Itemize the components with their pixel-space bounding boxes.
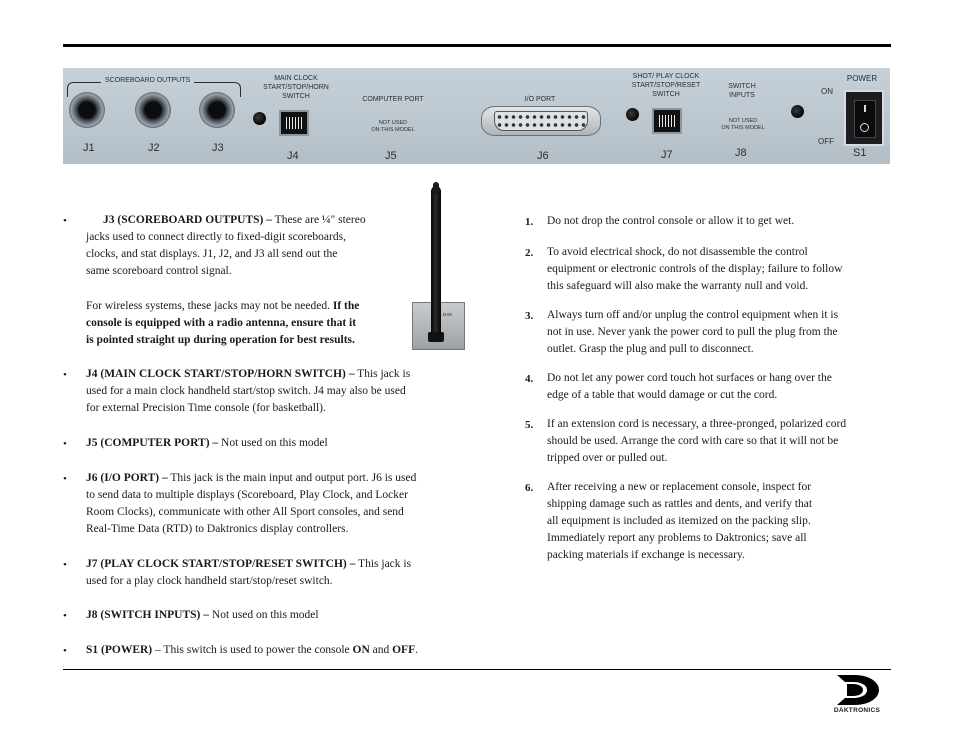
- list-item: If an extension cord is necessary, a three-pronged, polarized cord should be used. Arrange the cord with care so that it will not be tripped over or pulled out.: [547, 418, 847, 464]
- list-number: 4.: [525, 373, 534, 385]
- bullet: •: [63, 369, 67, 381]
- label-shot-play-clock: SHOT/ PLAY CLOCK START/STOP/RESET SWITCH: [631, 73, 701, 98]
- label-switch-inputs: SWITCH INPUTS: [728, 83, 756, 99]
- item-j6: J6 (I/O PORT) – This jack is the main input and output port. J6 is used to send data to multiple displays (Scoreboard, Play Clock, and Locker Room Clocks), communicate with other All Sport consoles, and send Real-Time Data (RTD) to Daktronics display controllers.: [86, 472, 417, 535]
- bullet: •: [63, 473, 67, 485]
- jack-j7: [652, 108, 682, 134]
- list-number: 3.: [525, 310, 534, 322]
- item-j5: J5 (COMPUTER PORT) – Not used on this model: [86, 437, 328, 449]
- radio-antenna: [431, 186, 441, 336]
- jack-j2: [135, 92, 171, 128]
- io-port-connector: [481, 106, 601, 136]
- label-s1: S1: [853, 147, 867, 159]
- item-j3-first-line: J3 (SCOREBOARD OUTPUTS) – These are ¼" stereo: [103, 214, 366, 226]
- label-j4: J4: [287, 150, 299, 162]
- label-j1: J1: [83, 142, 95, 154]
- list-item: After receiving a new or replacement console, inspect for shipping damage such as rattles and dents, and verify that all equipment is included as itemized on the packing slip. Immediately report any problems to Daktronics; save all packing materials if exchange is necessary.: [547, 481, 813, 561]
- list-item: Always turn off and/or unplug the control equipment when it is not in use. Never yank the power cord to pull the plug from the outlet. Grasp the plug and pull to disconnect.: [547, 309, 839, 355]
- list-number: 5.: [525, 419, 534, 431]
- list-item: Do not let any power cord touch hot surfaces or hang over the edge of a table that would damage or cut the cord.: [547, 372, 832, 401]
- daktronics-d-icon: [835, 674, 881, 706]
- label-io-port: I/O PORT: [524, 96, 556, 103]
- label-computer-port: COMPUTER PORT: [362, 96, 424, 103]
- bullet: •: [63, 645, 67, 657]
- jack-j4: [279, 110, 309, 136]
- label-j2: J2: [148, 142, 160, 154]
- bullet: •: [63, 610, 67, 622]
- item-j3-body: jacks used to connect directly to fixed-digit scoreboards, clocks, and stat displays. J1, J2, and J3 all send out the same scoreboard control signal.: [86, 231, 346, 277]
- item-j4: J4 (MAIN CLOCK START/STOP/HORN SWITCH) – This jack is used for a main clock handheld start/stop switch. J4 may also be used for external Precision Time console (for basketball).: [86, 368, 411, 414]
- led-indicator-1: [253, 112, 266, 125]
- label-power: POWER: [846, 74, 878, 83]
- jack-j1: [69, 92, 105, 128]
- console-panel-photo: [63, 68, 890, 164]
- list-number: 6.: [525, 482, 534, 494]
- label-j6: J6: [537, 150, 549, 162]
- bullet: •: [63, 438, 67, 450]
- footer-rule: [63, 669, 891, 670]
- label-off: OFF: [818, 137, 834, 146]
- item-j7: J7 (PLAY CLOCK START/STOP/RESET SWITCH) – This jack is used for a play clock handheld start/stop/reset switch.: [86, 558, 412, 587]
- list-item: Do not drop the control console or allow it to get wet.: [547, 215, 795, 227]
- item-j8: J8 (SWITCH INPUTS) – Not used on this model: [86, 609, 319, 621]
- list-number: 2.: [525, 247, 534, 259]
- led-indicator-3: [791, 105, 804, 118]
- led-indicator-2: [626, 108, 639, 121]
- bullet: •: [63, 215, 67, 227]
- item-s1: S1 (POWER) – This switch is used to power the console ON and OFF.: [86, 644, 418, 656]
- antenna-photo: [412, 182, 463, 348]
- label-on: ON: [821, 87, 833, 96]
- logo-wordmark: DAKTRONICS: [833, 707, 881, 714]
- power-switch: [844, 90, 884, 146]
- label-scoreboard-outputs: SCOREBOARD OUTPUTS: [101, 76, 194, 85]
- label-j7: J7: [661, 149, 673, 161]
- jack-j3: [199, 92, 235, 128]
- daktronics-logo: [822, 674, 892, 718]
- header-rule: [63, 44, 891, 47]
- bullet: •: [63, 559, 67, 571]
- label-not-used-j8: NOT USED ON THIS MODEL: [721, 118, 765, 131]
- label-j5: J5: [385, 150, 397, 162]
- label-j3: J3: [212, 142, 224, 154]
- list-item: To avoid electrical shock, do not disassemble the control equipment or electronic controls of the display; failure to follow this safeguard will also make the warranty null and void.: [547, 246, 843, 292]
- item-wireless-note: For wireless systems, these jacks may not be needed. If the console is equipped with a radio antenna, ensure that it is pointed straight up during operation for best results.: [86, 300, 360, 346]
- console-corner: DAK: [412, 302, 465, 350]
- list-number: 1.: [525, 216, 534, 228]
- label-main-clock: MAIN CLOCK START/STOP/HORN SWITCH: [263, 75, 329, 100]
- label-j8: J8: [735, 147, 747, 159]
- label-not-used-j5: NOT USED ON THIS MODEL: [371, 120, 415, 133]
